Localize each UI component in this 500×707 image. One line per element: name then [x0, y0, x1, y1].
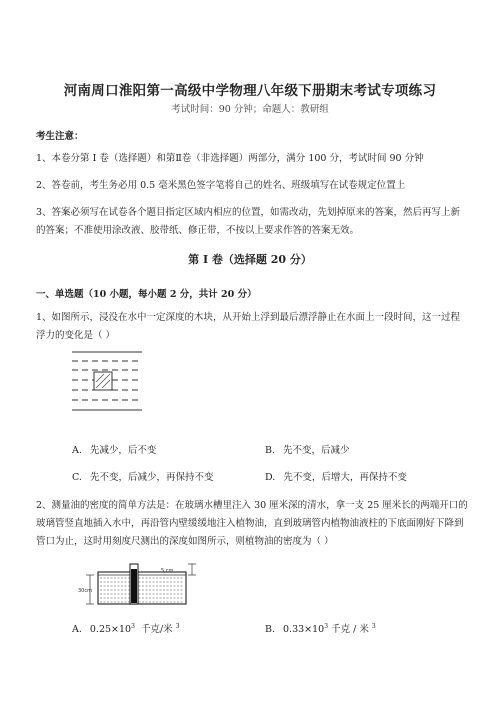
- height-label: 5 cm: [161, 568, 174, 574]
- option-value: 0.33×10: [283, 624, 325, 635]
- question-2-stem: 2、测量油的密度的简单方法是：在玻璃水槽里注入 30 厘米深的清水，拿一支 25 厘米长的两端开口的玻璃管竖直地插入水中，再沿管内壁缓缓地注入植物油，直到玻璃管内植物油液柱的下底面刚好下降到管口为止，这时用刻度尺测出的深度如图所示，则植物油的密度为（ ）: [36, 500, 468, 547]
- q1-option-c[interactable]: [72, 469, 213, 483]
- q1-option-a[interactable]: [72, 442, 156, 456]
- note-item-1: 1、本卷分第 I 卷（选择题）和第Ⅱ卷（非选择题）两部分，满分 100 分，考试时间 90 分钟: [36, 153, 424, 164]
- note-item-3: 3、答案必须写在试卷各个题目指定区域内相应的位置，如需改动，先划掉原来的答案，然后再写上新的答案；不准使用涂改液、胶带纸、修正带，不按以上要求作答的答案无效。: [36, 207, 461, 236]
- option-label: A.: [72, 624, 82, 635]
- depth-label: 30cm: [78, 588, 92, 594]
- option-unit: 千克/米: [140, 624, 173, 635]
- option-exponent: 3: [131, 622, 135, 630]
- part-title: 第 I 卷（选择题 20 分）: [188, 253, 312, 266]
- option-text: 先不变，后增大，再保持不变: [283, 472, 407, 483]
- option-unit-exponent: 3: [371, 622, 376, 630]
- page-title: 河南周口淮阳第一高级中学物理八年级下册期末考试专项练习: [63, 83, 437, 99]
- q1-option-d[interactable]: [265, 469, 407, 483]
- option-text: 先不变，后减少，再保持不变: [89, 472, 214, 483]
- glass-tank: [98, 572, 186, 604]
- note-item-2: 2、答卷前，考生务必用 0.5 毫米黑色签字笔将自己的姓名、班级填写在试卷规定位置上: [36, 180, 406, 191]
- option-label: C.: [72, 472, 82, 483]
- option-text: 先减少，后不变: [89, 445, 157, 456]
- option-label: B.: [265, 445, 276, 456]
- oil-column: [131, 569, 137, 603]
- notes-heading: 考生注意：: [36, 131, 84, 142]
- question-2-figure: [76, 562, 206, 608]
- q2-option-b[interactable]: [265, 621, 376, 635]
- q2-option-a[interactable]: [72, 621, 180, 635]
- option-value: 0.25×10: [89, 624, 132, 635]
- exam-info: 考试时间：90 分钟；命题人：教研组: [171, 104, 329, 115]
- question-1-figure: [72, 350, 152, 420]
- option-exponent: 3: [324, 622, 329, 630]
- q1-option-b[interactable]: [265, 442, 350, 456]
- option-unit: 千克 / 米: [331, 624, 369, 635]
- option-label: D.: [265, 472, 276, 483]
- option-label: B.: [265, 624, 276, 635]
- question-1-stem: 1、如图所示，浸没在水中一定深度的木块，从开始上浮到最后漂浮静止在水面上一段时间，这一过程浮力的变化是（ ）: [36, 312, 461, 341]
- section-heading: 一、单选题（10 小题，每小题 2 分，共计 20 分）: [36, 289, 257, 300]
- option-label: A.: [72, 445, 82, 456]
- option-text: 先不变，后减少: [283, 445, 350, 456]
- option-unit-exponent: 3: [175, 622, 180, 630]
